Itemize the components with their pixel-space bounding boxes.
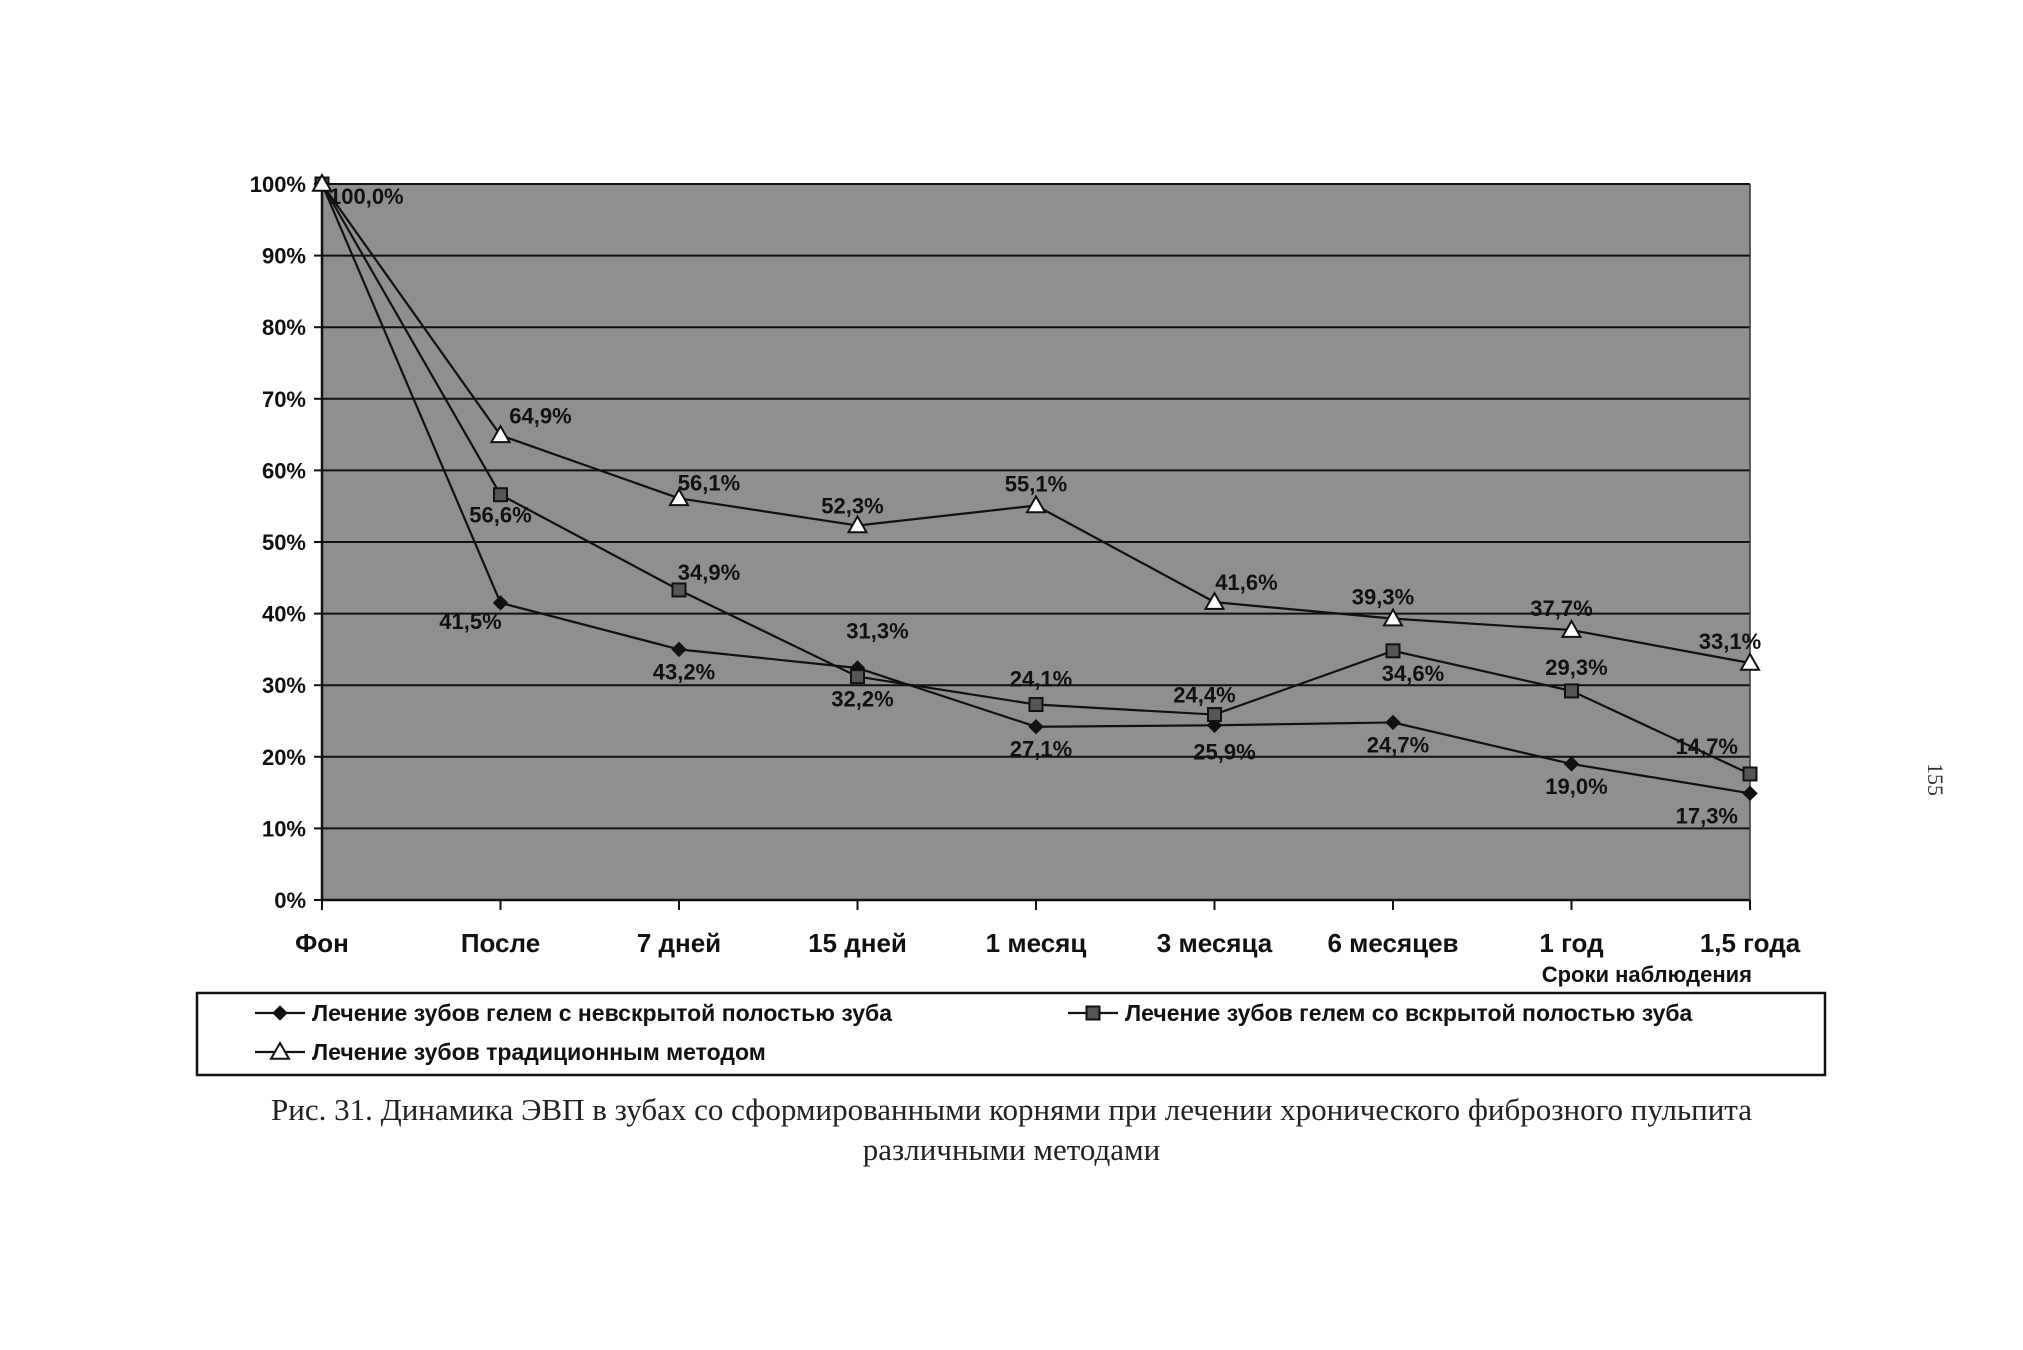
data-label: 31,3% xyxy=(846,618,909,644)
data-label: 41,6% xyxy=(1215,570,1278,596)
y-tick-label: 60% xyxy=(261,458,306,484)
x-tick-label: После xyxy=(460,928,541,958)
data-label: 56,1% xyxy=(677,470,741,496)
legend-label: Лечение зубов традиционным методом xyxy=(312,1039,766,1065)
data-label: 24,1% xyxy=(1009,666,1073,692)
legend-label: Лечение зубов гелем со вскрытой полостью зуба xyxy=(1125,1000,1693,1026)
y-tick-label: 100% xyxy=(249,172,306,197)
data-label: 33,1% xyxy=(1698,629,1762,655)
x-tick-label: 1 год xyxy=(1539,928,1604,958)
y-tick-label: 20% xyxy=(261,744,306,770)
data-label: 17,3% xyxy=(1675,803,1738,829)
x-tick-label: 1,5 года xyxy=(1699,928,1801,958)
y-tick-label: 80% xyxy=(261,315,306,341)
figure-caption-line-1: Рис. 31. Динамика ЭВП в зубах со сформированными корнями при лечении хронического фиброзного пульпита xyxy=(270,1092,1752,1127)
x-tick-label: 3 месяца xyxy=(1156,928,1273,958)
data-label: 14,7% xyxy=(1675,733,1738,759)
data-point-square xyxy=(1208,708,1221,721)
data-point-square xyxy=(494,488,507,501)
x-axis-title: Сроки наблюдения xyxy=(1541,962,1752,987)
y-tick-label: 0% xyxy=(274,888,306,913)
data-label: 41,5% xyxy=(439,608,502,634)
x-tick-label: Фон xyxy=(295,928,349,958)
y-tick-label: 40% xyxy=(261,601,306,627)
data-label: 100,0% xyxy=(329,184,404,209)
data-point-square xyxy=(1565,684,1578,697)
data-label: 19,0% xyxy=(1545,773,1608,799)
data-label: 55,1% xyxy=(1004,471,1068,497)
legend-item-triangle xyxy=(255,1039,766,1065)
data-label: 34,9% xyxy=(677,559,741,585)
y-tick-label: 90% xyxy=(261,243,306,269)
legend-swatch-marker xyxy=(1087,1007,1100,1020)
data-label: 43,2% xyxy=(652,659,716,685)
data-label: 34,6% xyxy=(1381,660,1445,686)
legend-item-square xyxy=(1068,1000,1693,1026)
page-number: 155 xyxy=(1923,763,1948,796)
data-label: 24,7% xyxy=(1366,732,1430,758)
y-tick-label: 50% xyxy=(261,530,306,555)
data-label: 29,3% xyxy=(1545,654,1608,680)
figure-caption-line-2: различными методами xyxy=(862,1132,1161,1167)
data-label: 32,2% xyxy=(831,686,894,712)
data-point-square xyxy=(1387,644,1400,657)
y-tick-label: 70% xyxy=(261,386,306,412)
legend xyxy=(197,993,1825,1075)
data-label: 27,1% xyxy=(1009,736,1073,762)
legend-item-diamond xyxy=(255,1000,892,1026)
x-tick-label: 1 месяц xyxy=(985,928,1087,958)
data-label: 24,4% xyxy=(1173,682,1236,708)
data-label: 39,3% xyxy=(1351,584,1415,610)
y-tick-label: 30% xyxy=(261,673,306,699)
x-tick-label: 15 дней xyxy=(808,928,907,958)
data-label: 56,6% xyxy=(469,502,532,528)
x-tick-label: 7 дней xyxy=(636,928,722,958)
data-label: 37,7% xyxy=(1530,596,1593,622)
x-tick-label: 6 месяцев xyxy=(1327,928,1459,958)
legend-label: Лечение зубов гелем с невскрытой полостью зуба xyxy=(312,1000,892,1026)
data-label: 52,3% xyxy=(821,493,884,519)
data-point-square xyxy=(1030,698,1043,711)
data-label: 64,9% xyxy=(509,403,572,429)
data-point-square xyxy=(673,583,686,596)
data-point-square xyxy=(851,670,864,683)
data-point-square xyxy=(1744,767,1757,780)
data-label: 25,9% xyxy=(1193,739,1256,765)
y-tick-label: 10% xyxy=(261,816,306,842)
